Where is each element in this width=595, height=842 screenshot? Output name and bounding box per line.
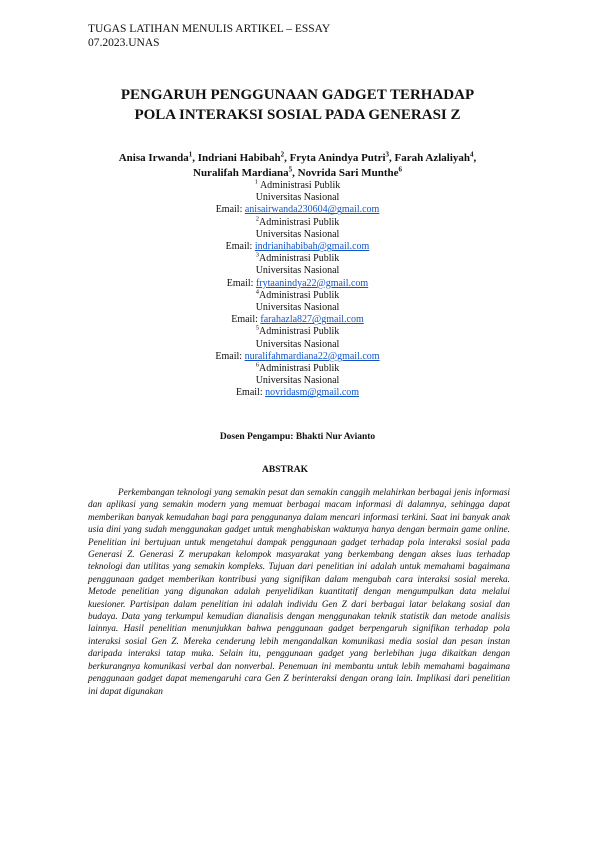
- affiliation-sup: 6: [255, 361, 259, 369]
- author-sup: 4: [470, 150, 474, 159]
- author-name: Farah Azlaliyah: [394, 152, 471, 164]
- affiliation-sup: 3: [255, 251, 259, 259]
- author-sup: 1: [188, 150, 193, 159]
- email-link[interactable]: nuralifahmardiana22@gmail.com: [244, 350, 380, 362]
- affiliation-block-4: [60, 290, 535, 327]
- author-name: Nuralifah Mardiana: [193, 167, 289, 179]
- affiliation-sup: 2: [255, 215, 259, 223]
- affiliation-dept: [60, 217, 535, 229]
- email-link[interactable]: anisairwanda230604@gmail.com: [244, 204, 380, 216]
- dept-text: Administrasi Publik: [259, 180, 341, 191]
- affiliation-block-1: [60, 180, 535, 217]
- email-label: Email:: [215, 350, 243, 362]
- affiliation-dept: [60, 180, 535, 192]
- affiliation-sup: 4: [255, 288, 259, 296]
- affiliation-sup: 1: [254, 178, 258, 186]
- abstract-text: Perkembangan teknologi yang semakin pesat dan semakin canggih melahirkan berbagai jenis informasi dan aplikasi yang semakin modern yang memuat berbagai macam informasi di dalamnya, sehingga dapat memberikan banyak kemudahan bagi para penggunanya dalam mencari informasi terkini. Saat ini banyak anak usia dini yang sudah menggunakan gadget untuk menghabiskan waktunya hanya dengan bermain game online. Penelitian ini bertujuan untuk mengetahui dampak penggunaan gadget terhadap pola interaksi sosial pada Generasi Z. Generasi Z merupakan kelompok masyarakat yang berkembang dengan akses luas terhadap teknologi dan utilitas yang semakin kompleks. Tujuan dari penelitian ini adalah untuk memahami bagaimana penggunaan gadget memberikan kontribusi yang signifikan dalam mengubah cara interaksi sosial mereka. Metode penelitian yang digunakan adalah penyelidikan kuantitatif dengan mengumpulkan data melalui kuesioner. Partisipan dalam penelitian ini adalah individu Gen Z dari berbagai latar belakang sosial dan budaya. Data yang terkumpul kemudian dianalisis dengan menggunakan teknik statistik dan metode analisis lainnya. Hasil penelitian menunjukkan bahwa penggunaan gadget berpengaruh signifikan terhadap pola interaksi sosial Gen Z. Mereka cenderung lebih mengandalkan komunikasi media sosial dan pesan instan daripada interaksi tatap muka. Selain itu, penggunaan gadget yang berlebihan juga dikaitkan dengan berkurangnya komunikasi verbal dan nonverbal. Penemuan ini membantu untuk lebih memahami bagaimana penggunaan gadget dapat memengaruhi cara Gen Z berinteraksi dengan orang lain. Implikasi dari penelitian ini dapat digunakan: [88, 488, 510, 697]
- affiliation-email: [60, 314, 535, 326]
- email-label: Email:: [231, 314, 258, 326]
- email-label: Email:: [226, 277, 254, 289]
- affiliation-dept: [60, 253, 535, 265]
- email-link[interactable]: farahazla827@gmail.com: [260, 314, 364, 326]
- author-list: [60, 151, 535, 181]
- affiliation-email: [60, 241, 535, 253]
- author-sup: 6: [398, 165, 402, 174]
- author-sup: 3: [385, 150, 390, 159]
- affiliation-email: [60, 351, 535, 363]
- affiliation-univ: Universitas Nasional: [255, 338, 340, 350]
- dept-text: Administrasi Publik: [258, 289, 340, 301]
- email-label: Email:: [215, 204, 243, 216]
- dept-text: Administrasi Publik: [258, 253, 340, 265]
- supervisor-line: Dosen Pengampu: Bhakti Nur Avianto: [219, 432, 376, 442]
- paper-title: [60, 85, 535, 125]
- affiliation-block-6: [60, 363, 535, 400]
- running-header: [88, 22, 330, 50]
- affiliation-email: [60, 278, 535, 290]
- abstract-heading: ABSTRAK: [262, 465, 308, 475]
- header-line-1: TUGAS LATIHAN MENULIS ARTIKEL – ESSAY: [88, 23, 331, 35]
- author-sup: 5: [288, 165, 293, 174]
- author-sup: 2: [280, 150, 285, 159]
- abstract-body: [88, 487, 510, 698]
- affiliation-email: [60, 387, 535, 399]
- affiliation-dept: [60, 363, 535, 375]
- dept-text: Administrasi Publik: [258, 326, 340, 338]
- header-line-2: 07.2023.UNAS: [88, 37, 160, 49]
- title-line-2: POLA INTERAKSI SOSIAL PADA GENERASI Z: [134, 107, 461, 123]
- author-name: Fryta Anindya Putri: [289, 152, 386, 164]
- affiliation-univ: Universitas Nasional: [255, 265, 340, 277]
- author-name: Anisa Irwanda: [118, 152, 189, 164]
- title-line-1: PENGARUH PENGGUNAAN GADGET TERHADAP: [120, 87, 475, 103]
- email-link[interactable]: frytaanindya22@gmail.com: [255, 277, 369, 289]
- affiliation-univ: Universitas Nasional: [255, 228, 340, 240]
- author-name: Novrida Sari Munthe: [297, 167, 399, 179]
- affiliation-univ: Universitas Nasional: [255, 302, 340, 314]
- dept-text: Administrasi Publik: [258, 363, 340, 375]
- email-label: Email:: [235, 387, 263, 399]
- affiliation-dept: [60, 290, 535, 302]
- affiliation-email: [60, 204, 535, 216]
- email-link[interactable]: indrianihabibah@gmail.com: [254, 241, 370, 253]
- author-line-2: Nuralifah Mardiana$^5$, Novrida Sari Munthe$^6$: [193, 165, 402, 179]
- author-line-1: Anisa Irwanda$^1$, Indriani Habibah$^2$, Fryta Anindya Putri$^3$, Farah Azlaliyah$^4$,: [118, 150, 477, 164]
- affiliation-list: [60, 180, 535, 400]
- author-name: Indriani Habibah: [197, 152, 281, 164]
- affiliation-univ: Universitas Nasional: [255, 192, 340, 204]
- affiliation-block-3: [60, 253, 535, 290]
- dept-text: Administrasi Publik: [258, 216, 340, 228]
- email-label: Email:: [225, 241, 253, 253]
- email-link[interactable]: novridasm@gmail.com: [265, 387, 360, 399]
- affiliation-block-2: [60, 217, 535, 254]
- affiliation-sup: 5: [255, 325, 259, 333]
- affiliation-dept: [60, 326, 535, 338]
- affiliation-univ: Universitas Nasional: [255, 375, 340, 387]
- affiliation-block-5: [60, 326, 535, 363]
